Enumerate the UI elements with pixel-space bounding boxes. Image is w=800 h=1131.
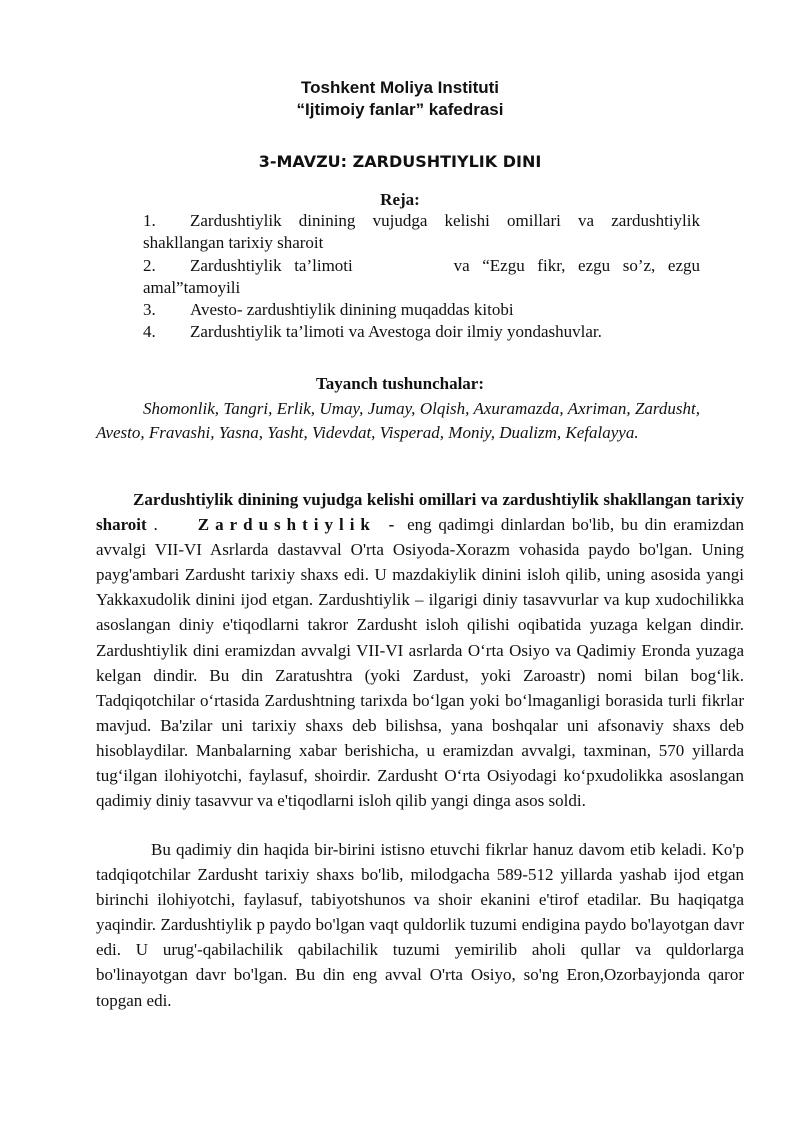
plan-title: Reja: — [380, 190, 420, 209]
section-heading: Zardushtiylik dinining vujudga kelishi omillari va zardushtiylik shakllangan tarixiy sharoit — [96, 490, 744, 535]
plan-item-text-continued: amal”tamoyili — [143, 278, 241, 297]
department-name: “Ijtimoiy fanlar” kafedrasi — [296, 100, 504, 119]
plan-item-number: 3. — [143, 300, 156, 319]
key-concepts-text: Shomonlik, Tangri, Erlik, Umay, Jumay, Olqish, Axuramazda, Axriman, Zardusht, Avesto, Fravashi, Yasna, Yasht, Videvdat, Visperad, Moniy, Dualizm, Kefalayya. — [96, 399, 700, 442]
plan-item — [143, 255, 700, 299]
plan-item-text: Zardushtiylik ta’limoti va “Ezgu fikr, ezgu so’z, ezgu — [190, 256, 700, 275]
section-paragraph — [96, 487, 744, 813]
plan-item-text-continued: shakllangan tarixiy sharoit — [143, 233, 324, 252]
plan-item-text: Zardushtiylik dinining vujudga kelishi omillari va zardushtiylik — [190, 211, 700, 230]
plan-item-number: 4. — [143, 322, 156, 341]
topic-title: 3-MAVZU: ZARDUSHTIYLIK DINI — [258, 152, 542, 171]
key-concepts-title: Tayanch tushunchalar: — [315, 374, 484, 393]
plan-item — [143, 299, 700, 321]
plan-item-text: Zardushtiylik ta’limoti va Avestoga doir ilmiy yondashuvlar. — [190, 322, 602, 341]
section-paragraph-text: eng qadimgi dinlardan bo'lib, bu din eramizdan avvalgi VII-VI Asrlarda dastavval O'rta Osiyoda-Xorazm vohasida paydo bo'lgan. Uning payg'ambari Zardusht tarixiy shaxs edi. U mazdakiylik dinini isloh qilib, uning asosida yangi Yakkaxudolik dinini ijod etgan. Zardushtiylik – ilgarigi diniy tasavvurlar va kup xudochilikka asoslangan diniy e'tiqodlarni takror Zardusht isloh qilishi oqibatida yuzaga kelgan dindir. Zardushtiylik dini eramizdan avvalgi VII-VI asrlarda O‘rta Osiyo va Qadimiy Eronda yuzaga kelgan dindir. Bu din Zaratushtra (yoki Zardust, yoki Zaroastr) nomi bilan bog‘lik. Tadqiqotchilar o‘rtasida Zardushtning tarixda bo‘lgan yoki bo‘lmaganligi borasida turli fikrlar mavjud. Ba'zilar uni tarixiy shaxs deb bilishsa, yana boshqalar uni afsonaviy shaxs deb hisoblaydilar. Manbalarning xabar berishicha, u eramizdan avvalgi, taxminan, 570 yillarda tug‘ilgan ilohiyotchi, faylasuf, shoirdir. Zardusht O‘rta Osiyodagi ko‘pxudolikka asoslangan qadimiy diniy tasavvur va e'tiqodlarni isloh qilib yangi dinga asos soldi. — [96, 515, 745, 811]
plan-item — [143, 210, 700, 254]
section-paragraph: Bu qadimiy din haqida bir-birini istisno etuvchi fikrlar hanuz davom etib keladi. Ko'p tadqiqotchilar Zardusht tarixiy shaxs bo'lib, milodgacha 589-512 yillarda yashab ijod etgan birinchi ilohiyotchi, faylasuf, tabiyotshunos va shoir ekanini e'tirof etadilar. Bu haqiqatga yaqindir. Zardushtiylik p paydo bo'lgan vaqt quldorlik tuzumi endigina paydo bo'layotgan davr edi. U urug'-qabilachilik qabilachilik tuzumi yemirilib aholi qullar va quldorlarga bo'linayotgan davr bo'lgan. Bu din eng avval O'rta Osiyo, so'ng Eron,Ozorbayjonda qaror topgan edi. — [96, 840, 744, 1010]
plan-item-text: Avesto- zardushtiylik dinining muqaddas kitobi — [190, 300, 514, 319]
plan-item-number: 2. — [143, 256, 156, 275]
institute-name: Toshkent Moliya Instituti — [300, 78, 500, 97]
plan-item-number: 1. — [143, 211, 156, 230]
section-heading-end: . — [146, 515, 158, 535]
section-term: Zardushtiylik - — [197, 515, 401, 535]
plan-item — [143, 321, 700, 343]
